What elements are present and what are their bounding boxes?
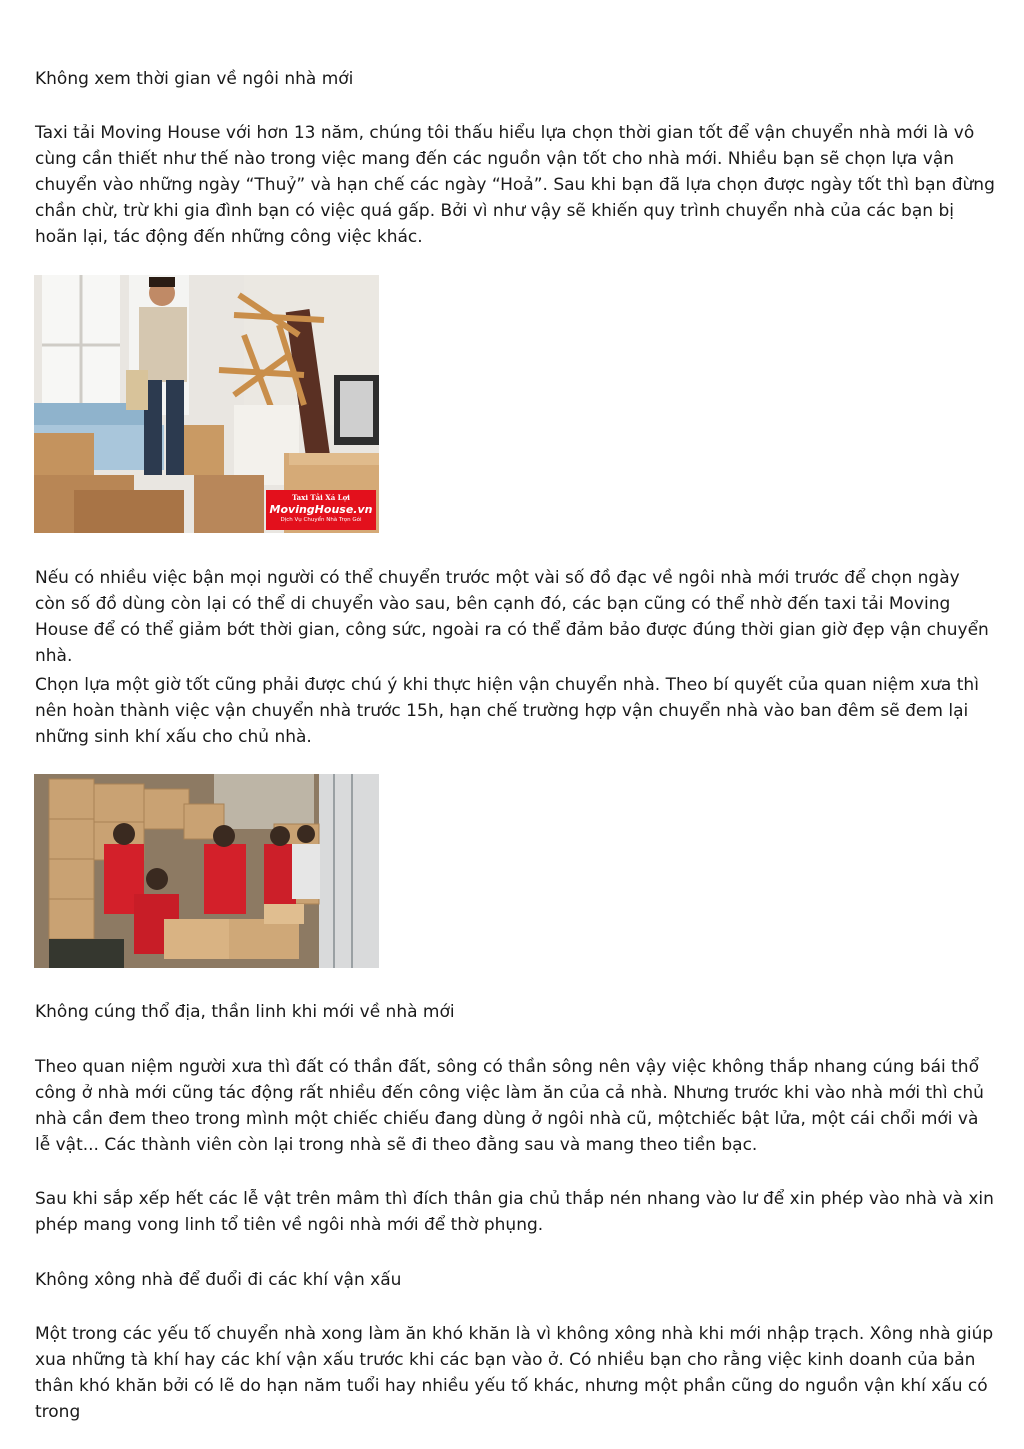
paragraph-smoke-house: Một trong các yếu tố chuyển nhà xong làm ăn khó khăn là vì không xông nhà khi mới nhập trạch. Xông nhà giúp xua những tà khí hay các khí vận xấu trước khi các bạn vào ở. Có nhiều bạn cho rằng việc kinh doanh của bản thân khó khăn bởi có lẽ do hạn năm tuổi hay nhiều yếu tố khác, nhưng một phần cũng do nguồn vận khí xấu có trong: [35, 1324, 994, 1422]
logo-line-2: MovingHouse.vn: [269, 503, 373, 516]
logo-line-3: Dịch Vụ Chuyển Nhà Trọn Gói: [280, 517, 362, 523]
logo-line-1: Taxi Tải Xá Lợi: [292, 493, 350, 502]
paragraph-worship: Theo quan niệm người xưa thì đất có thần đất, sông có thần sông nên vậy việc không thắp nhang cúng bái thổ công ở nhà mới cũng tác động rất nhiều đến công việc làm ăn của cả nhà. Nhưng trước khi vào nhà mới thì chủ nhà cần đem theo trong mình một chiếc chiếu đang dùng ở ngôi nhà cũ, mộtchiếc bật lửa, một cái chổi mới và lễ vật... Các thành viên còn lại trong nhà sẽ đi theo đằng sau và mang theo tiền bạc.: [35, 1057, 984, 1155]
photo-man-moving-boxes: [34, 275, 379, 533]
heading-worship: Không cúng thổ địa, thần linh khi mới về nhà mới: [35, 1002, 455, 1022]
heading-smoke-house: Không xông nhà để đuổi đi các khí vận xấu: [35, 1270, 402, 1290]
paragraph-time-intro: Taxi tải Moving House với hơn 13 năm, chúng tôi thấu hiểu lựa chọn thời gian tốt để vận chuyển nhà mới là vô cùng cần thiết như thế nào trong việc mang đến các nguồn vận tốt cho nhà mới. Nhiều bạn sẽ chọn lựa vận chuyển vào những ngày “Thuỷ” và hạn chế các ngày “Hoả”. Sau khi bạn đã lựa chọn được ngày tốt thì bạn đừng chần chừ, trừ khi gia đình bạn có việc quá gấp. Bởi vì như vậy sẽ khiến quy trình chuyển nhà của các bạn bị hoãn lại, tác động đến những công việc khác.: [35, 123, 995, 247]
paragraph-offering: Sau khi sắp xếp hết các lễ vật trên mâm thì đích thân gia chủ thắp nén nhang vào lư để xin phép vào nhà và xin phép mang vong linh tổ tiên về ngôi nhà mới để thờ phụng.: [35, 1189, 994, 1235]
movinghouse-logo: [266, 490, 376, 530]
paragraph-move-early: Nếu có nhiều việc bận mọi người có thể chuyển trước một vài số đồ đạc về ngôi nhà mới trước để chọn ngày còn số đồ dùng còn lại có thể di chuyển vào sau, bên cạnh đó, các bạn cũng có thể nhờ đến taxi tải Moving House để có thể giảm bớt thời gian, công sức, ngoài ra có thể đảm bảo được đúng thời gian giờ đẹp vận chuyển nhà.: [35, 568, 989, 666]
heading-time: Không xem thời gian về ngôi nhà mới: [35, 69, 354, 89]
photo-warehouse-workers: [34, 774, 379, 968]
paragraph-choose-hour: Chọn lựa một giờ tốt cũng phải được chú ý khi thực hiện vận chuyển nhà. Theo bí quyết của quan niệm xưa thì nên hoàn thành việc vận chuyển nhà trước 15h, hạn chế trường hợp vận chuyển nhà vào ban đêm sẽ đem lại những sinh khí xấu cho chủ nhà.: [35, 675, 979, 747]
